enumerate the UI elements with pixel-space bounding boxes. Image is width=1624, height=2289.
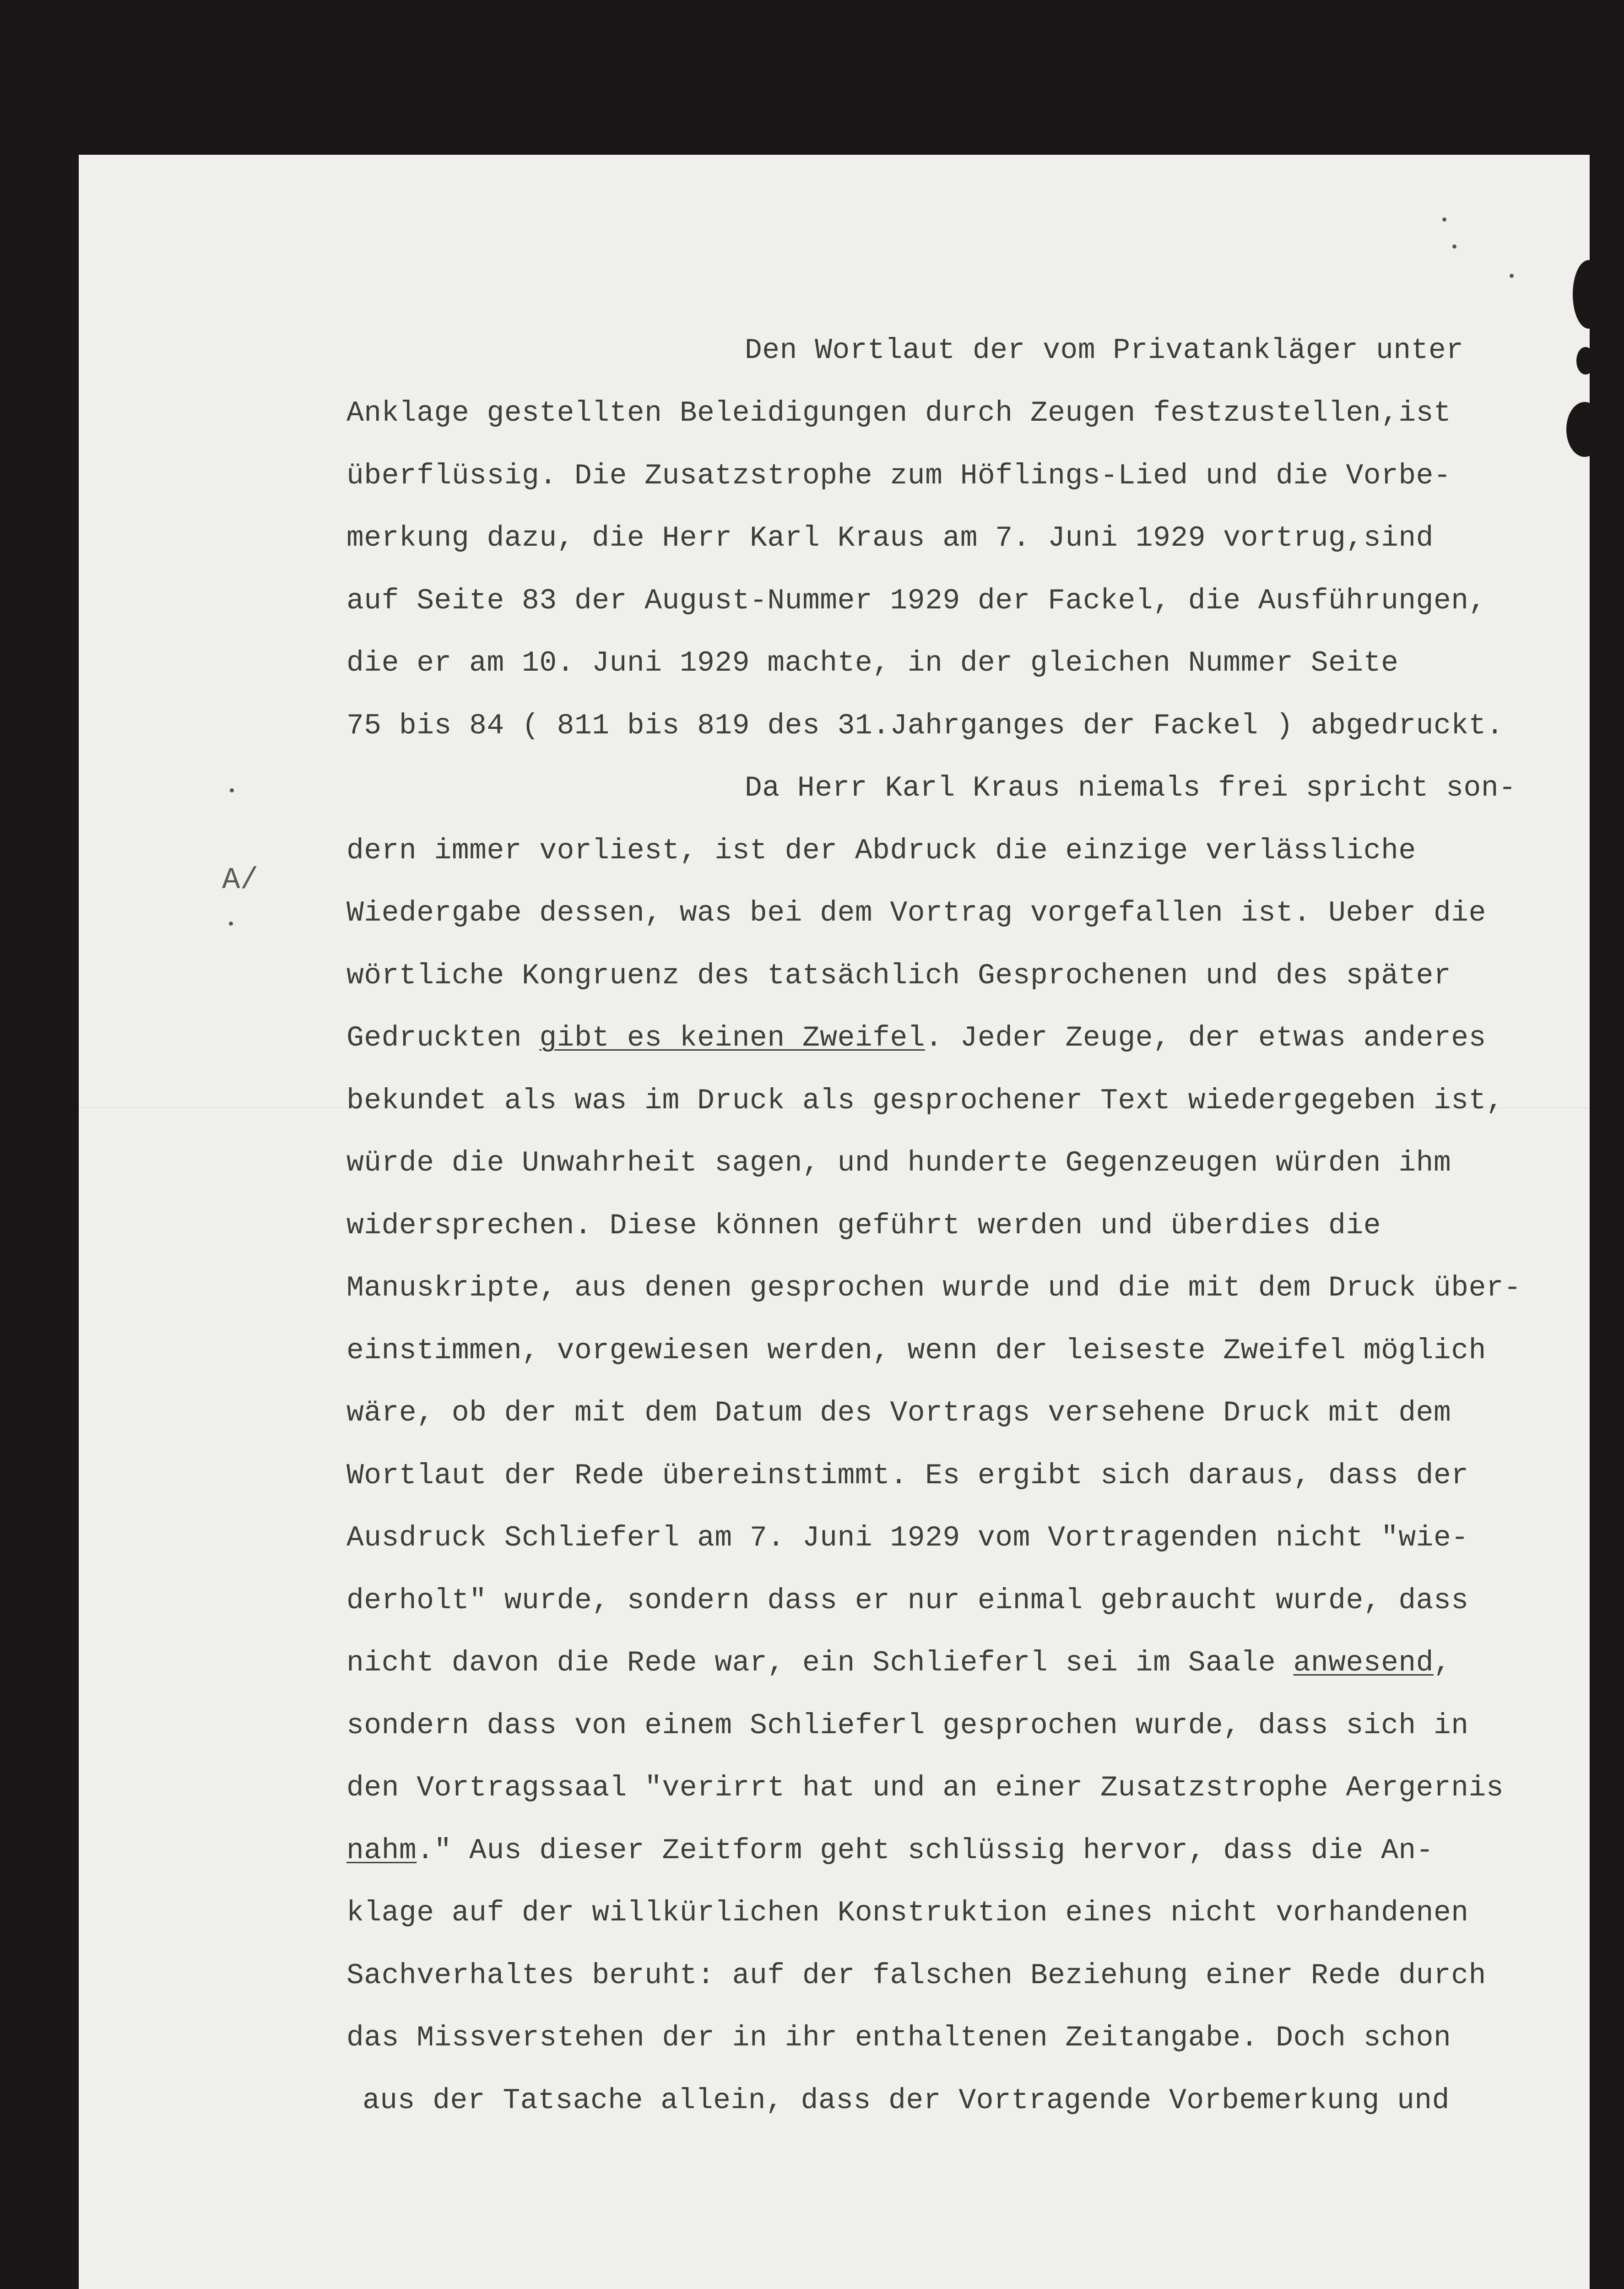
- text-line: auf Seite 83 der August-Nummer 1929 der Fackel, die Ausführungen,: [346, 585, 1486, 617]
- text-line: [346, 1020, 1486, 1057]
- underlined-phrase: nahm: [346, 1834, 417, 1867]
- underlined-phrase: gibt es keinen Zweifel: [539, 1022, 926, 1054]
- text-line: aus der Tatsache allein, dass der Vortragende Vorbemerkung und: [363, 2084, 1450, 2117]
- text-line: [346, 1833, 1434, 1869]
- text-line: einstimmen, vorgewiesen werden, wenn der leiseste Zweifel möglich: [346, 1334, 1486, 1367]
- text-line: Den Wortlaut der vom Privatankläger unter: [745, 334, 1464, 367]
- text-line: derholt" wurde, sondern dass er nur einmal gebraucht wurde, dass: [346, 1584, 1469, 1617]
- text-line: den Vortragssaal "verirrt hat und an einer Zusatzstrophe Aergernis: [346, 1772, 1504, 1804]
- text-line: [346, 1645, 1451, 1681]
- line-segment: Gedruckten: [346, 1022, 540, 1054]
- line-segment: nicht davon die Rede war, ein Schlieferl sei im Saale: [346, 1647, 1294, 1679]
- text-line: sondern dass von einem Schlieferl gesprochen wurde, dass sich in: [346, 1709, 1469, 1742]
- text-line: 75 bis 84 ( 811 bis 819 des 31.Jahrganges der Fackel ) abgedruckt.: [346, 710, 1504, 742]
- text-line: widersprechen. Diese können geführt werden und überdies die: [346, 1210, 1381, 1242]
- text-line: Ausdruck Schlieferl am 7. Juni 1929 vom Vortragenden nicht "wie-: [346, 1522, 1469, 1554]
- text-line: würde die Unwahrheit sagen, und hunderte Gegenzeugen würden ihm: [346, 1147, 1451, 1179]
- margin-annotation: A/: [222, 863, 259, 897]
- line-segment: ." Aus dieser Zeitform geht schlüssig hervor, dass die An-: [417, 1834, 1434, 1867]
- text-line: bekundet als was im Druck als gesprochener Text wiedergegeben ist,: [346, 1085, 1504, 1117]
- text-line: Manuskripte, aus denen gesprochen wurde und die mit dem Druck über-: [346, 1272, 1521, 1304]
- text-line: klage auf der willkürlichen Konstruktion eines nicht vorhandenen: [346, 1897, 1469, 1929]
- text-line: wörtliche Kongruenz des tatsächlich Gesprochenen und des später: [346, 960, 1451, 992]
- text-line: Anklage gestellten Beleidigungen durch Zeugen festzustellen,ist: [346, 397, 1451, 429]
- text-line: Wortlaut der Rede übereinstimmt. Es ergibt sich daraus, dass der: [346, 1459, 1469, 1492]
- typed-text-body: [79, 155, 1590, 2289]
- text-line: Da Herr Karl Kraus niemals frei spricht son-: [745, 772, 1516, 804]
- line-segment: ,: [1434, 1647, 1451, 1679]
- text-line: das Missverstehen der in ihr enthaltenen Zeitangabe. Doch schon: [346, 2022, 1451, 2054]
- text-line: die er am 10. Juni 1929 machte, in der gleichen Nummer Seite: [346, 647, 1399, 679]
- text-line: dern immer vorliest, ist der Abdruck die einzige verlässliche: [346, 835, 1416, 867]
- underlined-phrase: anwesend: [1293, 1647, 1434, 1679]
- line-segment: . Jeder Zeuge, der etwas anderes: [925, 1022, 1486, 1054]
- document-page: [79, 155, 1590, 2289]
- text-line: Sachverhaltes beruht: auf der falschen Beziehung einer Rede durch: [346, 1959, 1486, 1992]
- text-line: wäre, ob der mit dem Datum des Vortrags versehene Druck mit dem: [346, 1397, 1451, 1429]
- text-line: merkung dazu, die Herr Karl Kraus am 7. Juni 1929 vortrug,sind: [346, 522, 1434, 554]
- text-line: überflüssig. Die Zusatzstrophe zum Höflings-Lied und die Vorbe-: [346, 460, 1451, 492]
- text-line: Wiedergabe dessen, was bei dem Vortrag vorgefallen ist. Ueber die: [346, 897, 1486, 929]
